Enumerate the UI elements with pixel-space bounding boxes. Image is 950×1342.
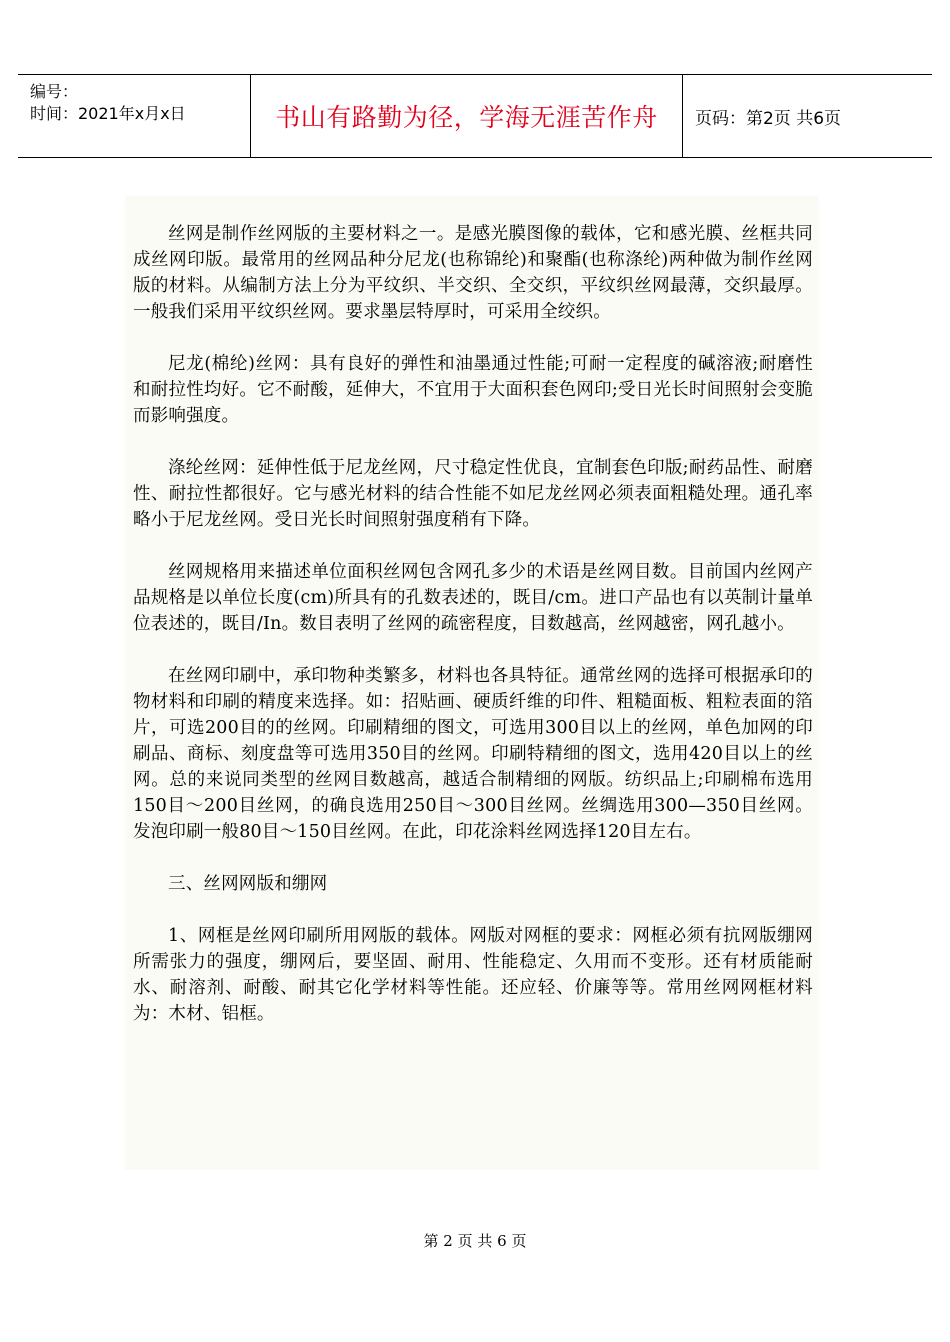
header-motto-cell [251, 75, 683, 157]
paragraph-nylon-mesh: 尼龙(棉纶)丝网：具有良好的弹性和油墨通过性能;可耐一定程度的碱溶液;耐磨性和耐拉性均好。它不耐酸，延伸大，不宜用于大面积套色网印;受日光长时间照射会变脆而影响强度。 [133, 354, 813, 426]
header-meta-cell [18, 75, 251, 157]
page-header [18, 74, 932, 158]
document-date-label: 时间：2021年x月x日 [30, 104, 186, 123]
page-footer [0, 1230, 950, 1251]
footer-page-number: 第 2 页 共 6 页 [423, 1232, 527, 1250]
paragraph-silk-screen-intro: 丝网是制作丝网版的主要材料之一。是感光膜图像的载体，它和感光膜、丝框共同成丝网印版。最常用的丝网品种分尼龙(也称锦纶)和聚酯(也称涤纶)两种做为制作丝网版的材料。从编制方法上分为平纹织、半交织、全交织，平纹织丝网最薄，交织最厚。一般我们采用平纹织丝网。要求墨层特厚时，可采用全绞织。 [133, 224, 813, 322]
section-heading-screen-frame: 三、丝网网版和绷网 [168, 874, 328, 894]
paragraph-mesh-selection: 在丝网印刷中，承印物种类繁多，材料也各具特征。通常丝网的选择可根据承印的物材料和印刷的精度来选择。如：招贴画、硬质纤维的印件、粗糙面板、粗粒表面的箔片，可选200目的的丝网。印刷精细的图文，可选用300目以上的丝网，单色加网的印刷品、商标、刻度盘等可选用350目的丝网。印刷特精细的图文，选用420目以上的丝网。总的来说同类型的丝网目数越高，越适合制精细的网版。纺织品上;印刷棉布选用150目～200目丝网，的确良选用250目～300目丝网。丝绸选用300—350目丝网。发泡印刷一般80目～150目丝网。在此，印花涂料丝网选择120目左右。 [133, 666, 813, 842]
header-page-cell [683, 75, 932, 157]
document-body [125, 196, 819, 1170]
header-motto: 书山有路勤为径，学海无涯苦作舟 [275, 103, 658, 132]
document-number-label: 编号： [30, 82, 79, 101]
paragraph-polyester-mesh: 涤纶丝网：延伸性低于尼龙丝网，尺寸稳定性优良，宜制套色印版;耐药品性、耐磨性、耐拉性都很好。它与感光材料的结合性能不如尼龙丝网必须表面粗糙处理。通孔率略小于尼龙丝网。受日光长时间照射强度稍有下降。 [133, 458, 813, 530]
header-page-number: 页码：第2页 共6页 [695, 108, 842, 129]
paragraph-screen-frame: 1、网框是丝网印刷所用网版的载体。网版对网框的要求：网框必须有抗网版绷网所需张力的强度，绷网后，要坚固、耐用、性能稳定、久用而不变形。还有材质能耐水、耐溶剂、耐酸、耐其它化学材料等性能。还应轻、价廉等等。常用丝网网框材料为：木材、铝框。 [133, 926, 813, 1024]
paragraph-mesh-count: 丝网规格用来描述单位面积丝网包含网孔多少的术语是丝网目数。目前国内丝网产品规格是以单位长度(cm)所具有的孔数表述的，既目/cm。进口产品也有以英制计量单位表述的，既目/In。数目表明了丝网的疏密程度，目数越高，丝网越密，网孔越小。 [133, 562, 813, 634]
